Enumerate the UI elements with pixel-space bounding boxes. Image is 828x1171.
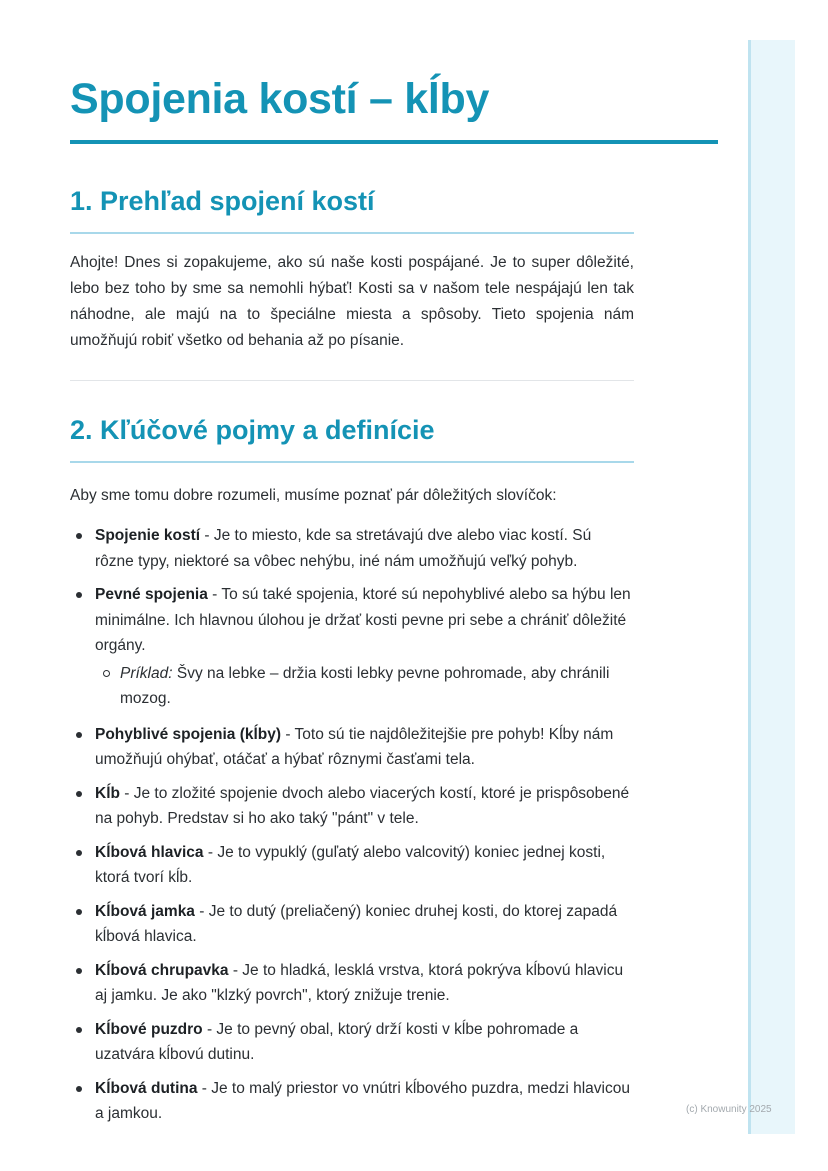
term-definition: - Je to hladká, lesklá vrstva, ktorá pokrýva kĺbovú hlavicu aj jamku. Je ako "klzký povrch", ktorý znižuje trenie. [95,961,624,1004]
term-label: Kĺb [95,784,120,802]
list-item [70,582,634,712]
term-definition: - Je to vypuklý (guľatý alebo valcovitý) koniec jednej kosti, ktorá tvorí kĺb. [95,843,606,886]
page-title: Spojenia kostí – kĺby [70,75,490,123]
term-definition: - Toto sú tie najdôležitejšie pre pohyb! Kĺby nám umožňujú ohýbať, otáčať a hýbať rôznymi časťami tela. [95,725,614,768]
example-list [95,661,634,712]
list-item [70,899,634,950]
list-item [70,781,634,832]
example-item [95,661,634,712]
section-1-heading: 1. Prehľad spojení kostí [70,186,375,216]
copyright-watermark: (c) Knowunity 2025 [686,1104,772,1115]
list-item [70,840,634,891]
term-label: Kĺbové puzdro [95,1020,203,1038]
term-label: Pohyblivé spojenia (kĺby) [95,725,282,743]
section-1-paragraph: Ahojte! Dnes si zopakujeme, ako sú naše kosti pospájané. Je to super dôležité, lebo bez toho by sme sa nemohli hýbať! Kosti sa v našom tele nespájajú len tak náhodne, ale majú na to špeciálne miesta a spôsoby. Tieto spojenia nám umožňujú robiť všetko od behania až po písanie. [70,254,634,349]
list-item [70,523,634,574]
section-divider [70,380,634,381]
term-definition: - Je to dutý (preliačený) koniec druhej kosti, do ktorej zapadá kĺbová hlavica. [95,902,618,945]
term-label: Pevné spojenia [95,586,208,603]
term-label: Kĺbová jamka [95,902,195,920]
section-2-heading: 2. Kľúčové pojmy a definície [70,415,435,445]
term-definition: - Je to malý priestor vo vnútri kĺbového puzdra, medzi hlavicou a jamkou. [95,1079,630,1122]
list-item [70,1076,634,1127]
term-definition: - Je to zložité spojenie dvoch alebo viacerých kostí, ktoré je prispôsobené na pohyb. Predstav si ho ako taký "pánt" v tele. [95,784,630,827]
term-label: Kĺbová chrupavka [95,961,229,979]
term-label: Spojenie kostí [95,527,201,544]
title-underline [70,140,718,144]
section-2-underline [70,461,634,463]
section-1-underline [70,232,634,234]
term-label: Kĺbová hlavica [95,843,204,861]
section-2-intro: Aby sme tomu dobre rozumeli, musíme poznať pár dôležitých slovíčok: [70,487,557,504]
list-item [70,958,634,1009]
document-page [70,72,720,1135]
term-definition: - Je to miesto, kde sa stretávajú dve alebo viac kostí. Sú rôzne typy, niektoré sa vôbec nehýbu, iné nám umožňujú veľký pohyb. [95,527,592,570]
side-panel [748,40,795,1134]
example-label: Príklad: [120,664,173,682]
term-definition: - To sú také spojenia, ktoré sú nepohyblivé alebo sa hýbu len minimálne. Ich hlavnou úlohou je držať kosti pevne pri sebe a chrániť dôležité orgány. [95,586,631,654]
terms-list [70,523,634,1127]
term-label: Kĺbová dutina [95,1079,198,1097]
list-item [70,722,634,773]
term-definition: - Je to pevný obal, ktorý drží kosti v kĺbe pohromade a uzatvára kĺbovú dutinu. [95,1020,579,1063]
list-item [70,1017,634,1068]
example-text: Švy na lebke – držia kosti lebky pevne pohromade, aby chránili mozog. [120,664,610,707]
